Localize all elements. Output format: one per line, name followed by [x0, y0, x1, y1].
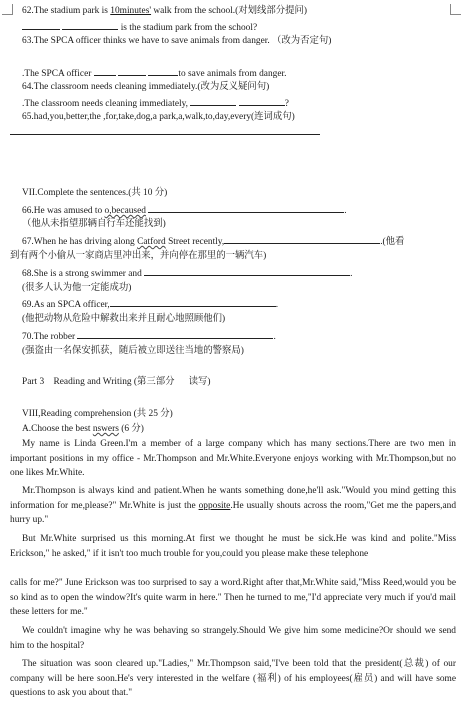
q70-chinese: (强盗由一名保安抓获，随后被立即送往当地的警察局): [22, 346, 244, 356]
answer-blank[interactable]: [10, 125, 320, 135]
q64-answer-suffix: ?: [284, 99, 289, 109]
q67-mid: Street recently,: [165, 237, 225, 247]
q62-rest: walk from the school.(对划线部分提问): [151, 6, 308, 16]
q66-wavy: o,becaused: [104, 206, 146, 216]
question-67: [22, 234, 404, 248]
q66-suffix: .: [344, 206, 347, 216]
q69-chinese: (他把动物从危险中解救出来并且耐心地照顾他们): [22, 314, 226, 324]
question-69: [22, 297, 278, 311]
answer-blank[interactable]: [77, 329, 273, 339]
answer-blank[interactable]: [239, 96, 285, 106]
q67-chinese: 到有两个小偷从一家商店里冲出来，并向停在那里的一辆汽车): [10, 251, 267, 261]
q63-answer-suffix: to save animals from danger.: [178, 69, 287, 79]
passage-paragraph-3a: But Mr.White surprised us this morning.At first we thought he must be sick.He was kind and polite."Miss Erickson," he asked," if it isn't too much trouble for you,could you please make these telephone: [10, 534, 456, 559]
q62-prompt: 62.The stadium park is: [22, 6, 111, 16]
q70-prefix: 70.The robber: [22, 332, 76, 342]
section-8-subtitle: [22, 423, 144, 435]
q63-answer-prefix: .The SPCA officer: [22, 69, 92, 79]
q67-wavy: Catford: [137, 237, 166, 247]
q68-chinese: (很多人认为他一定能成功): [22, 283, 132, 293]
q66-prefix: 66.He was amused to: [22, 206, 105, 216]
passage-paragraph-4: We couldn't imagine why he was behaving so strangely.Should We give him some medicine?Or should we send him to the hospital?: [10, 626, 456, 651]
question-68: [22, 266, 352, 280]
part-3-title: Part 3 Reading and Writing (第三部分 读写): [22, 377, 211, 387]
q68-suffix: .: [350, 269, 353, 279]
passage-paragraph-5: The situation was soon cleared up."Ladies," Mr.Thompson said,"I've been told that the president(总裁) of our company will be here soon.He's very interested in the welfare (福利) of his employees(雇员) and will have some questions to ask you about that.": [10, 659, 456, 699]
section-8-title: VIII,Reading comprehension (共 25 分): [22, 409, 173, 419]
q68-prefix: 68.She is a strong swimmer and: [22, 269, 142, 279]
p2-underlined: opposite: [198, 500, 231, 511]
q62-answer-line: [22, 20, 257, 34]
answer-blank[interactable]: [148, 203, 344, 213]
q66-chinese: （他从未指望那辆自行车还能找到): [22, 219, 166, 229]
sub-suffix: (6 分): [118, 424, 144, 434]
q64-answer-prefix: .The classroom needs cleaning immediately,: [22, 99, 189, 109]
question-65: 65.had,you,better,the ,for,take,dog,a park,a,walk,to,day,every(连词成句): [22, 112, 295, 122]
q67-prefix: 67.When he has driving along: [22, 237, 138, 247]
answer-blank[interactable]: [224, 234, 380, 244]
q67-suffix: .(他看: [380, 237, 405, 247]
answer-blank[interactable]: [144, 266, 350, 276]
passage-paragraph-1: My name is Linda Green.I'm a member of a large company which has many sections.There are two men in important positions in my office - Mr.Thompson and Mr.White.Everyone enjoys working with Mr.Thompson,but no one likes Mr.White.: [10, 439, 456, 479]
question-63: 63.The SPCA officer thinks we have to save animals from danger. （改为否定句): [22, 36, 332, 46]
passage-paragraph-3b: calls for me?" June Erickson was too surprised to say a word.Right after that,Mr.White said,"Miss Reed,would you be so kind as to open the window?It's quite warm in here." Then he turned to me,"I'd appreciate very much if you'd mail these letters for me.": [10, 578, 456, 618]
answer-blank[interactable]: [118, 66, 146, 76]
page-corner-mark-left: [2, 4, 13, 15]
answer-blank[interactable]: [148, 66, 178, 76]
passage-paragraph-2: [10, 484, 456, 528]
q62-underlined: 10minutes': [110, 6, 152, 16]
section-7-title: VII.Complete the sentences.(共 10 分): [22, 188, 168, 198]
p2-text-a: Mr.Thompson is always kind and patient.When he wants something done,he'll ask."Would you mind getting this information for me,please?" Mr.White is just the: [10, 486, 456, 511]
answer-blank[interactable]: [190, 96, 236, 106]
q65-answer-line: [10, 125, 320, 139]
sub-wavy: nswers: [92, 424, 119, 434]
q70-suffix: .: [273, 332, 276, 342]
page-corner-mark-right: [450, 4, 461, 15]
q64-answer-line: [22, 96, 289, 110]
answer-blank[interactable]: [110, 297, 276, 307]
q69-suffix: .: [275, 300, 279, 310]
q62-answer-suffix: is the stadium park from the school?: [120, 23, 258, 33]
question-70: [22, 329, 276, 343]
p2-text-b: .He usually shouts across the room,"Get me the papers,and hurry up.": [10, 500, 457, 526]
question-64: 64.The classroom needs cleaning immediately.(改为反义疑问句): [22, 82, 270, 92]
question-62: [22, 5, 307, 17]
sub-prefix: A.Choose the best: [22, 424, 93, 434]
question-66: [22, 203, 347, 217]
answer-blank[interactable]: [94, 66, 116, 76]
answer-blank[interactable]: [22, 20, 60, 30]
q69-prefix: 69.As an SPCA officer,: [22, 300, 110, 310]
answer-blank[interactable]: [62, 20, 118, 30]
q63-answer-line: [22, 66, 286, 80]
